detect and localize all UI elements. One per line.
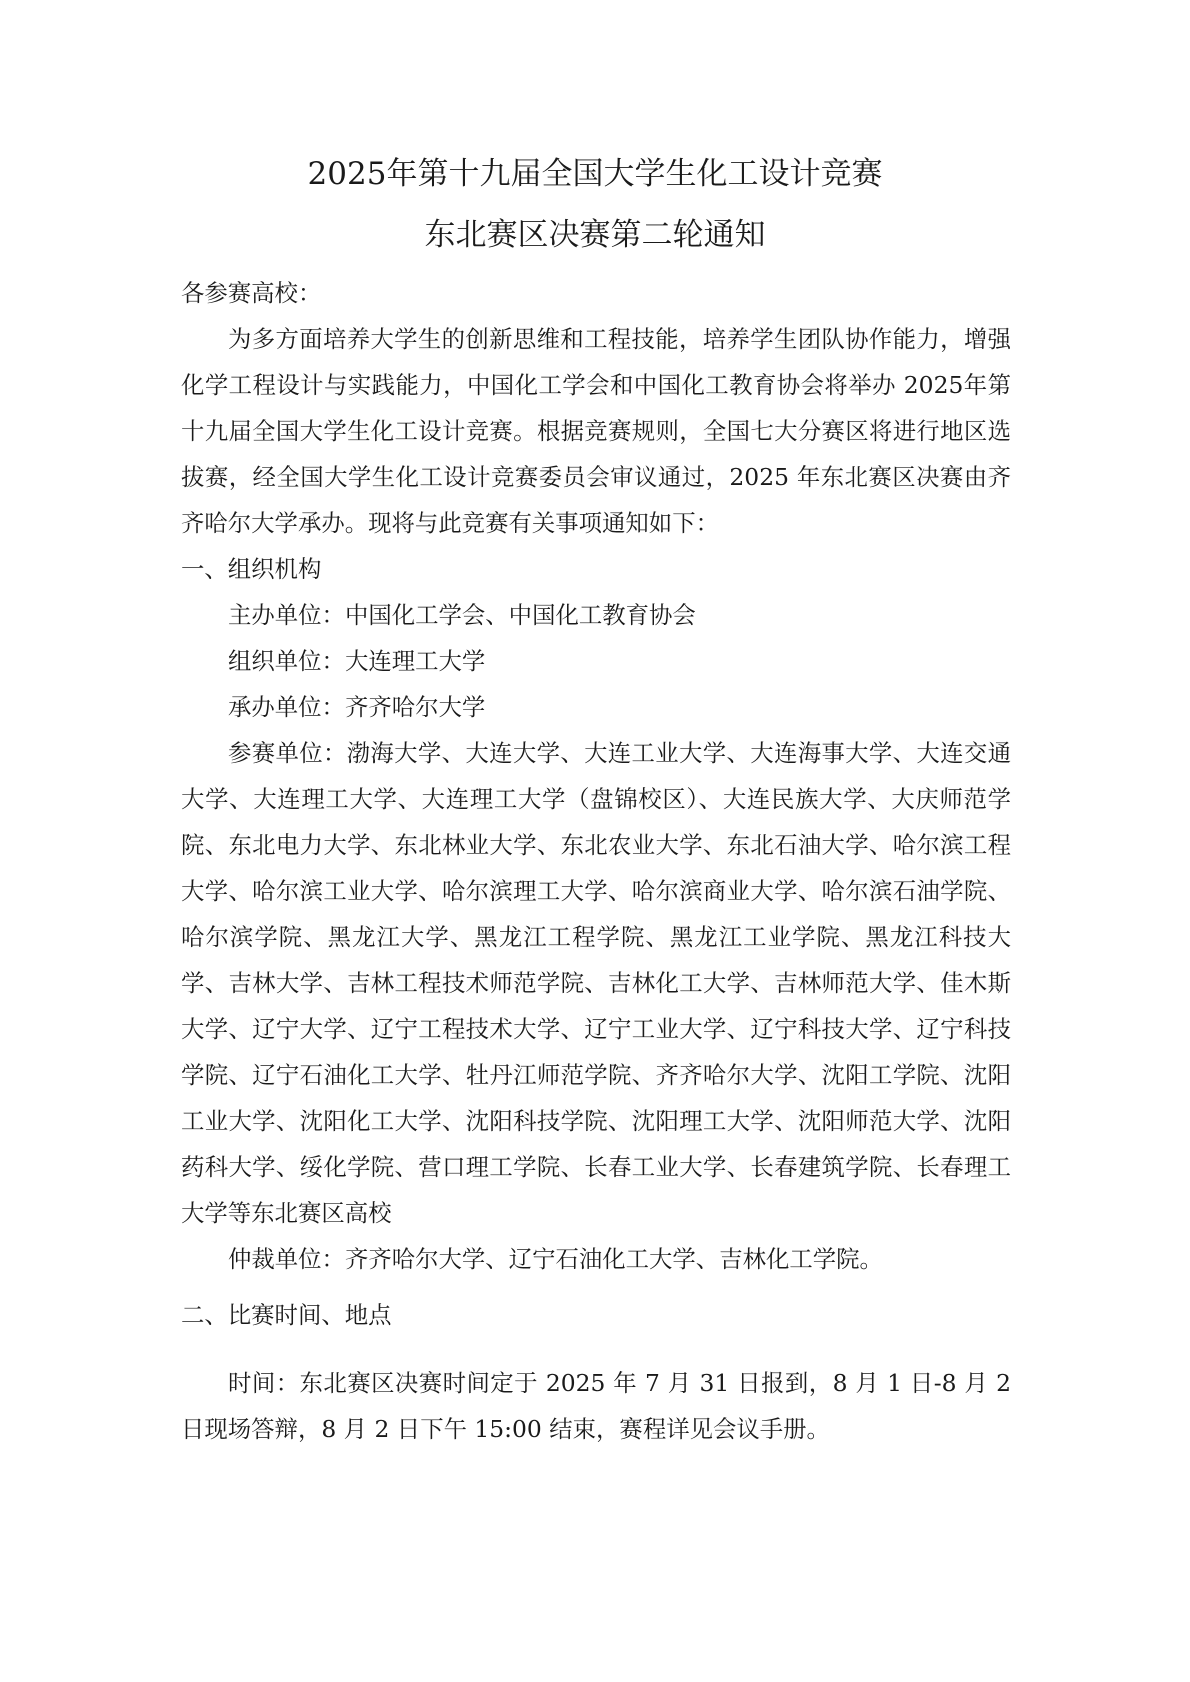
- salutation: 各参赛高校：: [181, 279, 322, 307]
- undertaking-unit: 承办单位：齐齐哈尔大学: [228, 693, 486, 721]
- competition-time: 时间：东北赛区决赛时间定于 2025 年 7 月 31 日报到，8 月 1 日-8 月 2 日现场答辩，8 月 2 日下午 15:00 结束，赛程详见会议手册。: [181, 1369, 1011, 1443]
- section-heading-organization: 一、组织机构: [181, 555, 322, 583]
- host-units: 主办单位：中国化工学会、中国化工教育协会: [228, 601, 696, 629]
- organizing-unit: 组织单位：大连理工大学: [228, 647, 486, 675]
- section-heading-time-place: 二、比赛时间、地点: [181, 1301, 392, 1329]
- arbitration-units: 仲裁单位：齐齐哈尔大学、辽宁石油化工大学、吉林化工学院。: [228, 1245, 883, 1273]
- document-subtitle: 东北赛区决赛第二轮通知: [424, 217, 766, 253]
- document-title: 2025年第十九届全国大学生化工设计竞赛: [307, 156, 883, 192]
- document-body: [181, 270, 1011, 1452]
- participating-units: 参赛单位：渤海大学、大连大学、大连工业大学、大连海事大学、大连交通大学、大连理工大学、大连理工大学（盘锦校区）、大连民族大学、大庆师范学院、东北电力大学、东北林业大学、东北农业大学、东北石油大学、哈尔滨工程大学、哈尔滨工业大学、哈尔滨理工大学、哈尔滨商业大学、哈尔滨石油学院、哈尔滨学院、黑龙江大学、黑龙江工程学院、黑龙江工业学院、黑龙江科技大学、吉林大学、吉林工程技术师范学院、吉林化工大学、吉林师范大学、佳木斯大学、辽宁大学、辽宁工程技术大学、辽宁工业大学、辽宁科技大学、辽宁科技学院、辽宁石油化工大学、牡丹江师范学院、齐齐哈尔大学、沈阳工学院、沈阳工业大学、沈阳化工大学、沈阳科技学院、沈阳理工大学、沈阳师范大学、沈阳药科大学、绥化学院、营口理工学院、长春工业大学、长春建筑学院、长春理工大学等东北赛区高校: [181, 739, 1011, 1227]
- intro-paragraph: 为多方面培养大学生的创新思维和工程技能，培养学生团队协作能力，增强化学工程设计与实践能力，中国化工学会和中国化工教育协会将举办 2025年第十九届全国大学生化工设计竞赛。根据竞赛规则，全国七大分赛区将进行地区选拔赛，经全国大学生化工设计竞赛委员会审议通过，2025 年东北赛区决赛由齐齐哈尔大学承办。现将与此竞赛有关事项通知如下：: [181, 325, 1011, 537]
